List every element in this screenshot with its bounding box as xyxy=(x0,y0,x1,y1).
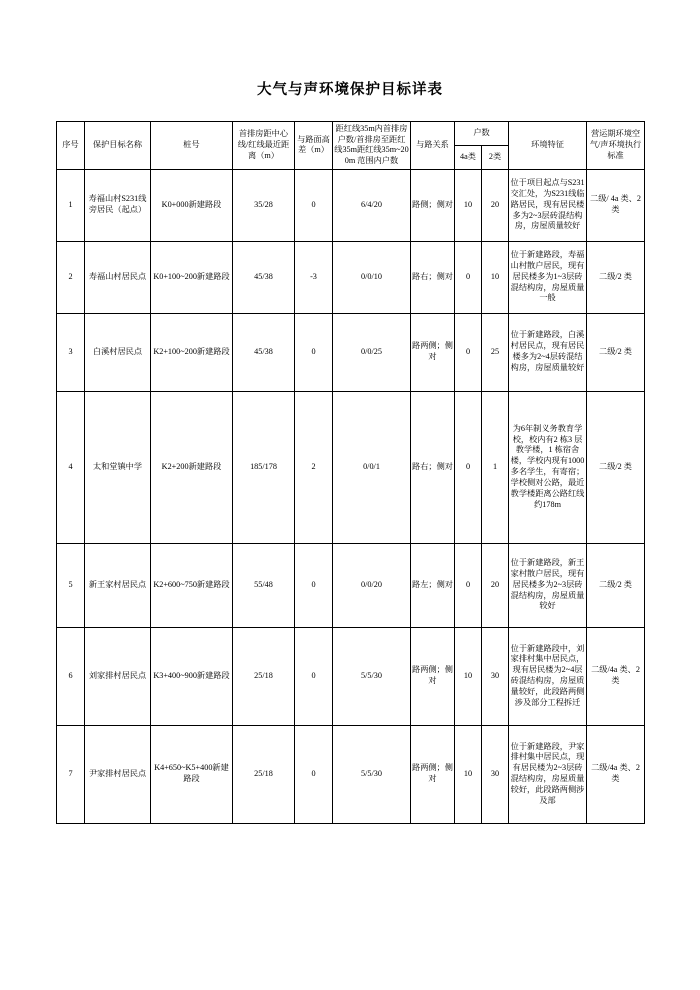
column-header-relation: 与路关系 xyxy=(411,122,455,170)
cell-standard: 二级/4a 类、2 类 xyxy=(587,627,645,725)
cell-distance: 35/28 xyxy=(233,169,295,241)
cell-name: 刘家排村居民点 xyxy=(85,627,151,725)
cell-count-4a: 0 xyxy=(455,391,482,543)
cell-height: 0 xyxy=(295,313,333,391)
cell-count-4a: 10 xyxy=(455,169,482,241)
column-header-feature: 环境特征 xyxy=(509,122,587,170)
column-header-standard: 营运期环境空气/声环境执行标准 xyxy=(587,122,645,170)
cell-count-2: 25 xyxy=(482,313,509,391)
cell-stake: K2+200新建路段 xyxy=(151,391,233,543)
table-header xyxy=(57,122,645,170)
column-header-households: 距红线35m内首排房户数/首排房至距红线35m距红线35m~200m 范围内户数 xyxy=(333,122,411,170)
cell-count-2: 30 xyxy=(482,627,509,725)
table-row xyxy=(57,543,645,627)
cell-standard: 二级/ 4a 类、2 类 xyxy=(587,169,645,241)
cell-stake: K2+600~750新建路段 xyxy=(151,543,233,627)
cell-stake: K4+650~K5+400新建路段 xyxy=(151,725,233,823)
cell-distance: 55/48 xyxy=(233,543,295,627)
cell-seq: 1 xyxy=(57,169,85,241)
cell-households: 0/0/25 xyxy=(333,313,411,391)
cell-count-4a: 0 xyxy=(455,543,482,627)
cell-relation: 路右；侧对 xyxy=(411,241,455,313)
table-header-row-1 xyxy=(57,122,645,146)
column-header-stake: 桩号 xyxy=(151,122,233,170)
cell-seq: 7 xyxy=(57,725,85,823)
column-header-distance: 首排房距中心线/红线最近距离（m） xyxy=(233,122,295,170)
cell-count-4a: 0 xyxy=(455,313,482,391)
cell-distance: 185/178 xyxy=(233,391,295,543)
cell-households: 0/0/1 xyxy=(333,391,411,543)
page-title: 大气与声环境保护目标详表 xyxy=(257,82,443,98)
cell-relation: 路两侧；侧对 xyxy=(411,725,455,823)
cell-seq: 4 xyxy=(57,391,85,543)
cell-feature: 位于新建路段中，刘家排村集中居民点，现有居民楼为2~4层砖混结构房，房屋质量较好，此段路两侧涉及部分工程拆迁 xyxy=(509,627,587,725)
cell-count-2: 30 xyxy=(482,725,509,823)
cell-households: 6/4/20 xyxy=(333,169,411,241)
cell-relation: 路两侧；侧对 xyxy=(411,313,455,391)
cell-height: 0 xyxy=(295,543,333,627)
cell-relation: 路左；侧对 xyxy=(411,543,455,627)
column-header-name: 保护目标名称 xyxy=(85,122,151,170)
cell-feature: 为6年制义务教育学校，校内有2 栋3 层教学楼，1 栋宿舍楼，学校内现有1000 多名学生，有寄宿；学校侧对公路，最近教学楼距离公路红线约178m xyxy=(509,391,587,543)
protection-targets-table xyxy=(56,121,645,824)
cell-height: 0 xyxy=(295,627,333,725)
cell-relation: 路右；侧对 xyxy=(411,391,455,543)
cell-standard: 二级/2 类 xyxy=(587,241,645,313)
cell-households: 5/5/30 xyxy=(333,627,411,725)
cell-feature: 位于新建路段，尹家排村集中居民点，现有居民楼为2~3层砖混结构房，房屋质量较好，此段路两侧涉及部 xyxy=(509,725,587,823)
cell-distance: 45/38 xyxy=(233,241,295,313)
column-header-count-group: 户数 xyxy=(455,122,509,146)
column-header-count-2: 2类 xyxy=(482,145,509,169)
cell-count-4a: 10 xyxy=(455,627,482,725)
table-row xyxy=(57,241,645,313)
table-row xyxy=(57,313,645,391)
cell-stake: K0+100~200新建路段 xyxy=(151,241,233,313)
cell-count-4a: 0 xyxy=(455,241,482,313)
cell-households: 5/5/30 xyxy=(333,725,411,823)
cell-count-2: 1 xyxy=(482,391,509,543)
cell-standard: 二级/4a 类、2 类 xyxy=(587,725,645,823)
column-header-height: 与路面高差（m） xyxy=(295,122,333,170)
cell-count-4a: 10 xyxy=(455,725,482,823)
table-row xyxy=(57,391,645,543)
cell-households: 0/0/10 xyxy=(333,241,411,313)
cell-name: 白溪村居民点 xyxy=(85,313,151,391)
cell-seq: 2 xyxy=(57,241,85,313)
table-row xyxy=(57,169,645,241)
cell-relation: 路两侧；侧对 xyxy=(411,627,455,725)
cell-feature: 位于新建路段，新王家村散户居民，现有居民楼多为2~3层砖混结构房，房屋质量较好 xyxy=(509,543,587,627)
cell-count-2: 20 xyxy=(482,543,509,627)
cell-standard: 二级/2 类 xyxy=(587,391,645,543)
cell-count-2: 10 xyxy=(482,241,509,313)
cell-feature: 位于新建路段，白溪村居民点，现有居民楼多为2~4层砖混结构房，房屋质量较好 xyxy=(509,313,587,391)
cell-seq: 6 xyxy=(57,627,85,725)
cell-distance: 25/18 xyxy=(233,627,295,725)
column-header-seq: 序号 xyxy=(57,122,85,170)
table-body xyxy=(57,169,645,823)
cell-households: 0/0/20 xyxy=(333,543,411,627)
column-header-count-4a: 4a类 xyxy=(455,145,482,169)
cell-standard: 二级/2 类 xyxy=(587,313,645,391)
cell-name: 寿福山村居民点 xyxy=(85,241,151,313)
cell-distance: 45/38 xyxy=(233,313,295,391)
cell-name: 寿福山村S231线旁居民（起点） xyxy=(85,169,151,241)
cell-stake: K0+000新建路段 xyxy=(151,169,233,241)
cell-stake: K3+400~900新建路段 xyxy=(151,627,233,725)
cell-stake: K2+100~200新建路段 xyxy=(151,313,233,391)
cell-count-2: 20 xyxy=(482,169,509,241)
cell-name: 太和堂镇中学 xyxy=(85,391,151,543)
cell-standard: 二级/2 类 xyxy=(587,543,645,627)
cell-feature: 位于项目起点与S231交汇处，为S231线临路居民，现有居民楼多为2~3层砖混结构房，房屋质量较好 xyxy=(509,169,587,241)
table-row xyxy=(57,725,645,823)
cell-height: 0 xyxy=(295,169,333,241)
cell-height: -3 xyxy=(295,241,333,313)
table-row xyxy=(57,627,645,725)
cell-height: 2 xyxy=(295,391,333,543)
cell-relation: 路侧；侧对 xyxy=(411,169,455,241)
cell-name: 尹家排村居民点 xyxy=(85,725,151,823)
cell-height: 0 xyxy=(295,725,333,823)
cell-feature: 位于新建路段，寿福山村散户居民，现有居民楼多为1~3层砖混结构房，房屋质量一般 xyxy=(509,241,587,313)
cell-distance: 25/18 xyxy=(233,725,295,823)
cell-name: 新王家村居民点 xyxy=(85,543,151,627)
cell-seq: 3 xyxy=(57,313,85,391)
cell-seq: 5 xyxy=(57,543,85,627)
